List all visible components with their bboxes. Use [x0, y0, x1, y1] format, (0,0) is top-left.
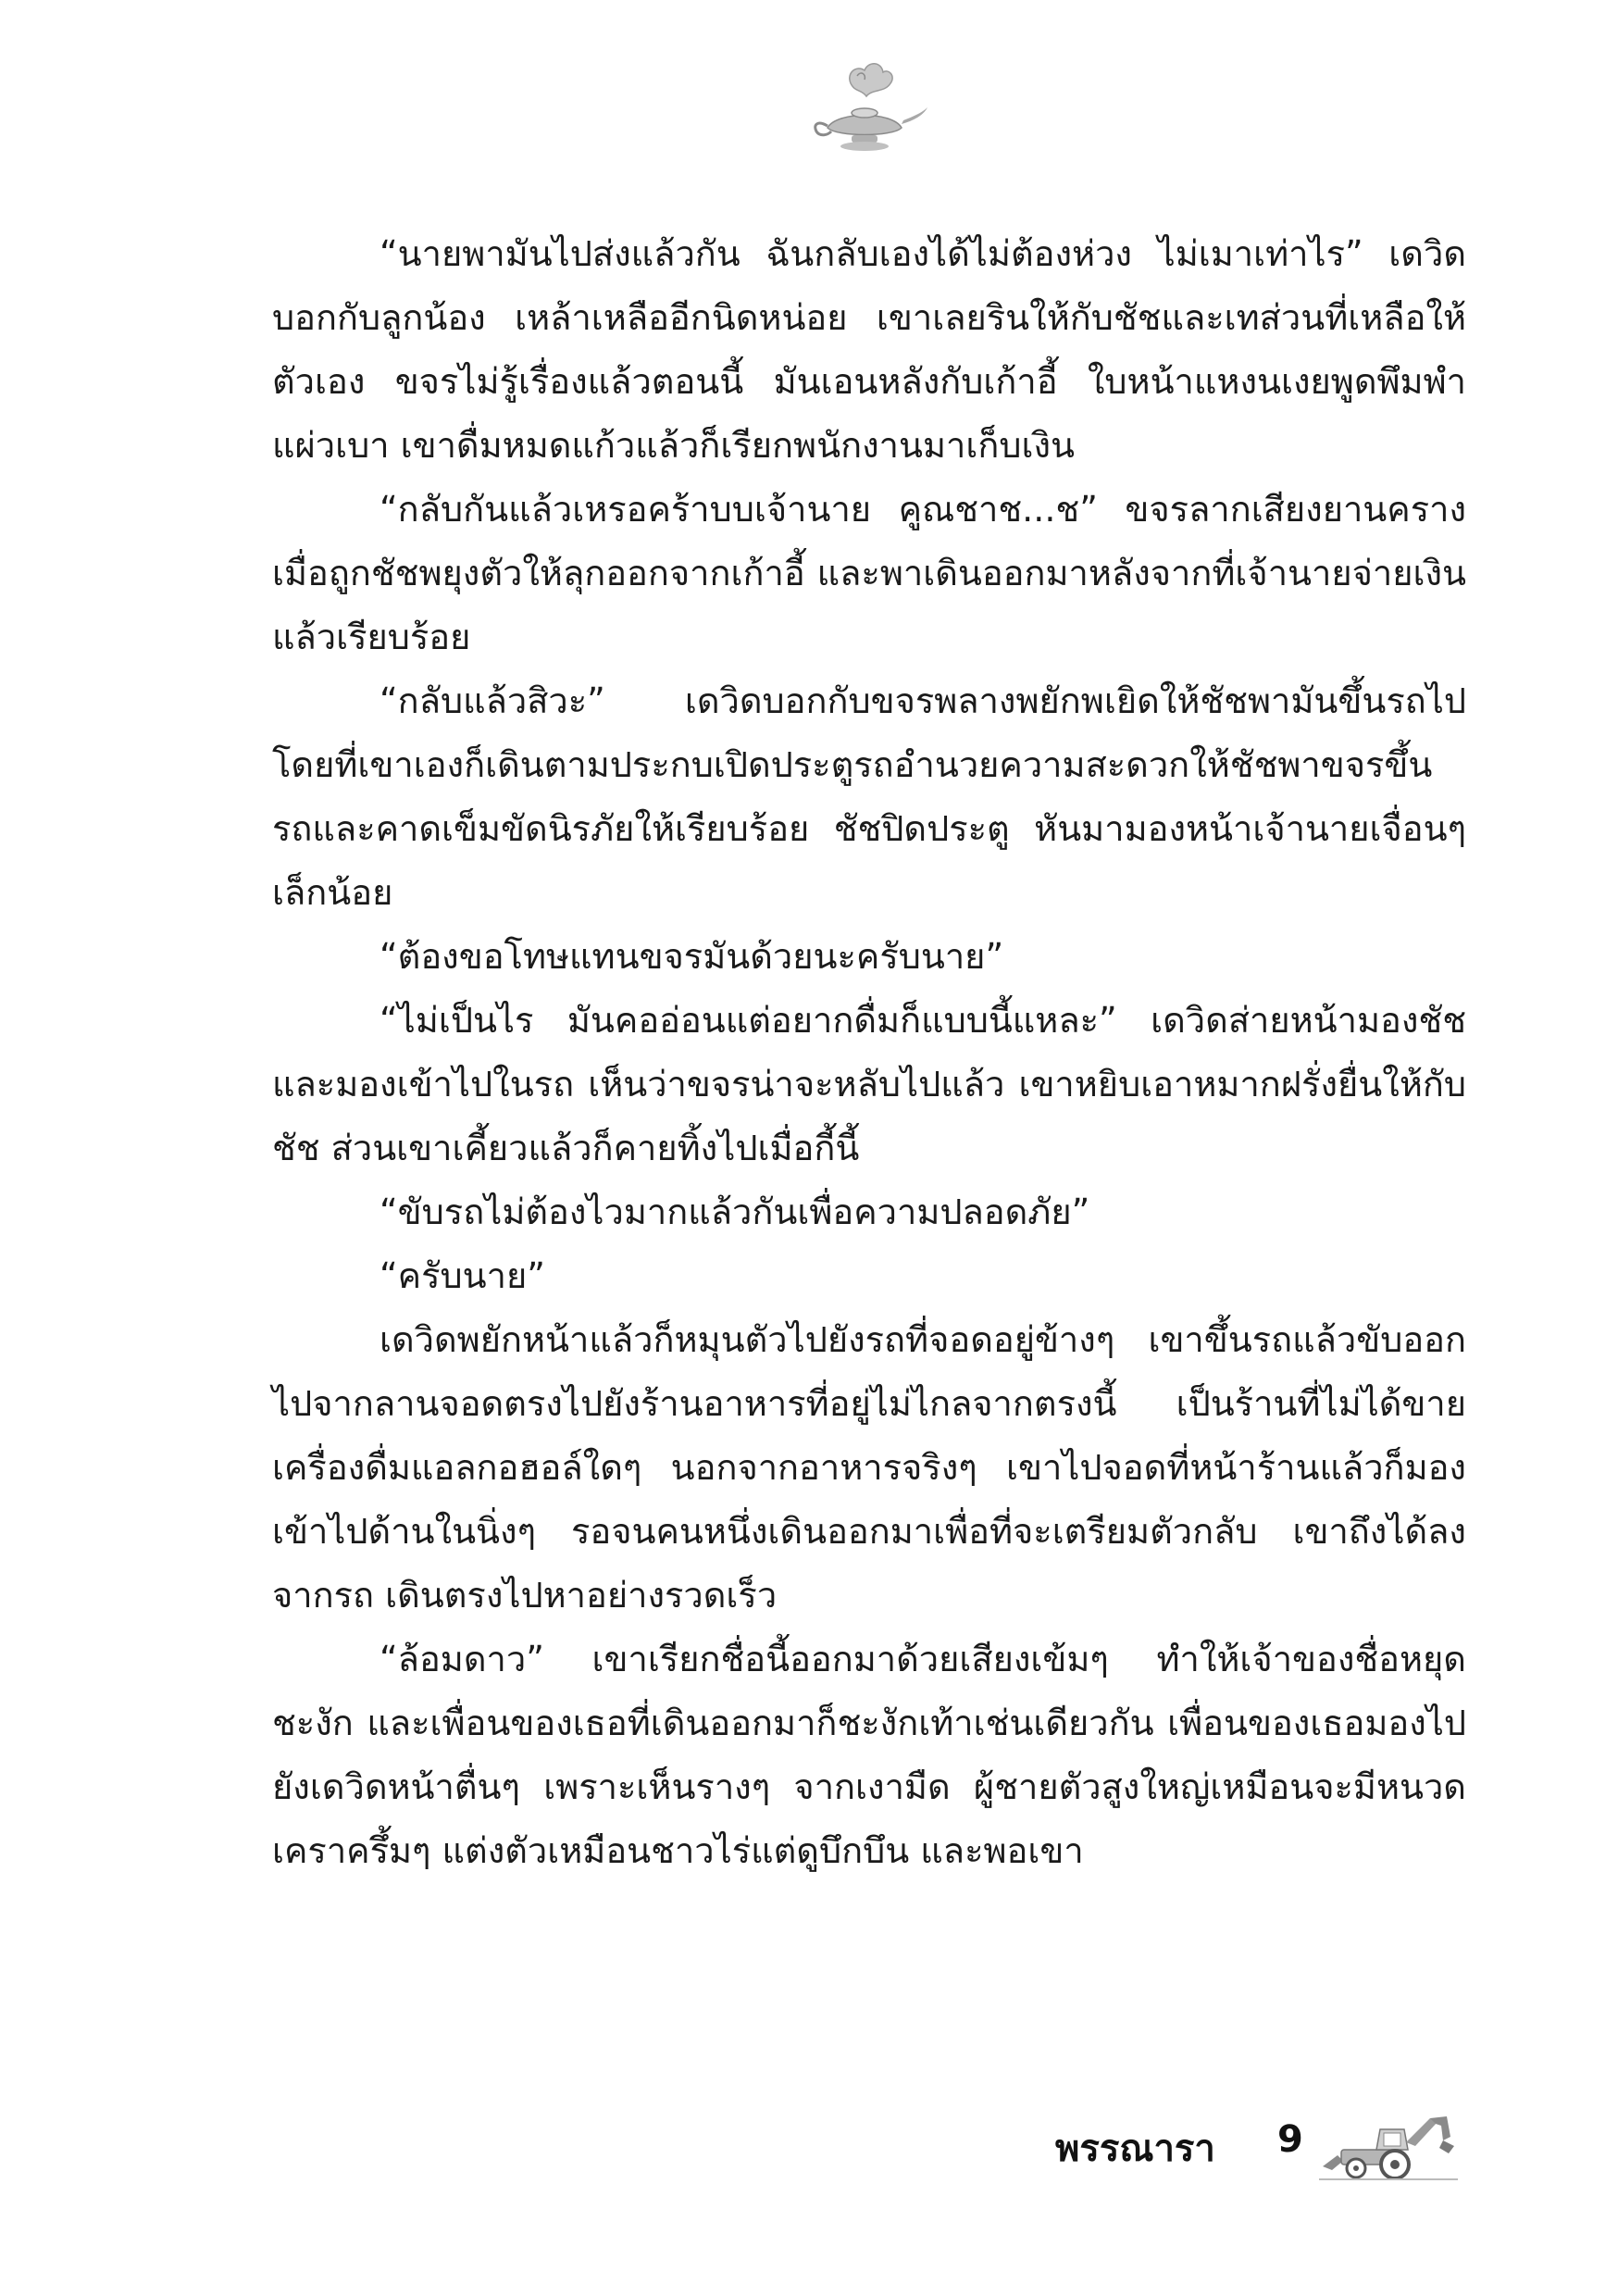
body-text: [272, 222, 1466, 1883]
page-footer: [1055, 2109, 1500, 2192]
paragraph: “นายพามันไปส่งแล้วกัน ฉันกลับเองได้ไม่ต้องห่วง ไม่เมาเท่าไร” เดวิดบอกกับลูกน้อง เหล้าเหลืออีกนิดหน่อย เขาเลยรินให้กับชัชและเทส่วนที่เหลือให้ตัวเอง ขจรไม่รู้เรื่องแล้วตอนนี้ มันเอนหลังกับเก้าอี้ ใบหน้าแหงนเงยพูดพึมพำแผ่วเบา เขาดื่มหมดแก้วแล้วก็เรียกพนักงานมาเก็บเงิน: [272, 233, 1466, 466]
paragraph: “กลับกันแล้วเหรอคร้าบบเจ้านาย คูณชาช...ช” ขจรลากเสียงยานคราง เมื่อถูกชัชพยุงตัวให้ลุกออกจากเก้าอี้ และพาเดินออกมาหลังจากที่เจ้านายจ่ายเงินแล้วเรียบร้อย: [272, 489, 1466, 657]
paragraph: “ครับนาย”: [380, 1255, 545, 1296]
paragraph: “ล้อมดาว” เขาเรียกชื่อนี้ออกมาด้วยเสียงเข้มๆ ทำให้เจ้าของชื่อหยุดชะงัก และเพื่อนของเธอที่เดินออกมาก็ชะงักเท้าเช่นเดียวกัน เพื่อนของเธอมองไปยังเดวิดหน้าตื่นๆ เพราะเห็นรางๆ จากเงามืด ผู้ชายตัวสูงใหญ่เหมือนจะมีหนวดเคราครึ้มๆ แต่งตัวเหมือนชาวไร่แต่ดูบึกบึน และพอเขา: [272, 1639, 1466, 1871]
paragraph: “ต้องขอโทษแทนขจรมันด้วยนะครับนาย”: [380, 936, 1004, 977]
paragraph: “กลับแล้วสิวะ” เดวิดบอกกับขจรพลางพยักพเยิดให้ชัชพามันขึ้นรถไป โดยที่เขาเองก็เดินตามประกบเปิดประตูรถอำนวยความสะดวกให้ชัชพาขจรขึ้นรถและคาดเข็มขัดนิรภัยให้เรียบร้อย ชัชปิดประตู หันมามองหน้าเจ้านายเจื่อนๆ เล็กน้อย: [272, 680, 1466, 913]
page-number: 9: [1277, 2118, 1303, 2161]
backhoe-tractor-icon: [1319, 2109, 1458, 2183]
paragraph: “ไม่เป็นไร มันคออ่อนแต่อยากดื่มก็แบบนี้แหละ” เดวิดส่ายหน้ามองชัชและมองเข้าไปในรถ เห็นว่าขจรน่าจะหลับไปแล้ว เขาหยิบเอาหมากฝรั่งยื่นให้กับชัช ส่วนเขาเคี้ยวแล้วก็คายทิ้งไปเมื่อกี้นี้: [272, 1000, 1466, 1168]
book-title: พรรณารา: [1055, 2128, 1215, 2170]
paragraph: “ขับรถไม่ต้องไวมากแล้วกันเพื่อความปลอดภัย”: [380, 1192, 1090, 1232]
genie-lamp-icon: [800, 56, 929, 167]
paragraph: เดวิดพยักหน้าแล้วก็หมุนตัวไปยังรถที่จอดอยู่ข้างๆ เขาขึ้นรถแล้วขับออกไปจากลานจอดตรงไปยังร้านอาหารที่อยู่ไม่ไกลจากตรงนี้ เป็นร้านที่ไม่ได้ขายเครื่องดื่มแอลกอฮอล์ใดๆ นอกจากอาหารจริงๆ เขาไปจอดที่หน้าร้านแล้วก็มองเข้าไปด้านในนิ่งๆ รอจนคนหนึ่งเดินออกมาเพื่อที่จะเตรียมตัวกลับ เขาถึงได้ลงจากรถ เดินตรงไปหาอย่างรวดเร็ว: [272, 1319, 1466, 1616]
